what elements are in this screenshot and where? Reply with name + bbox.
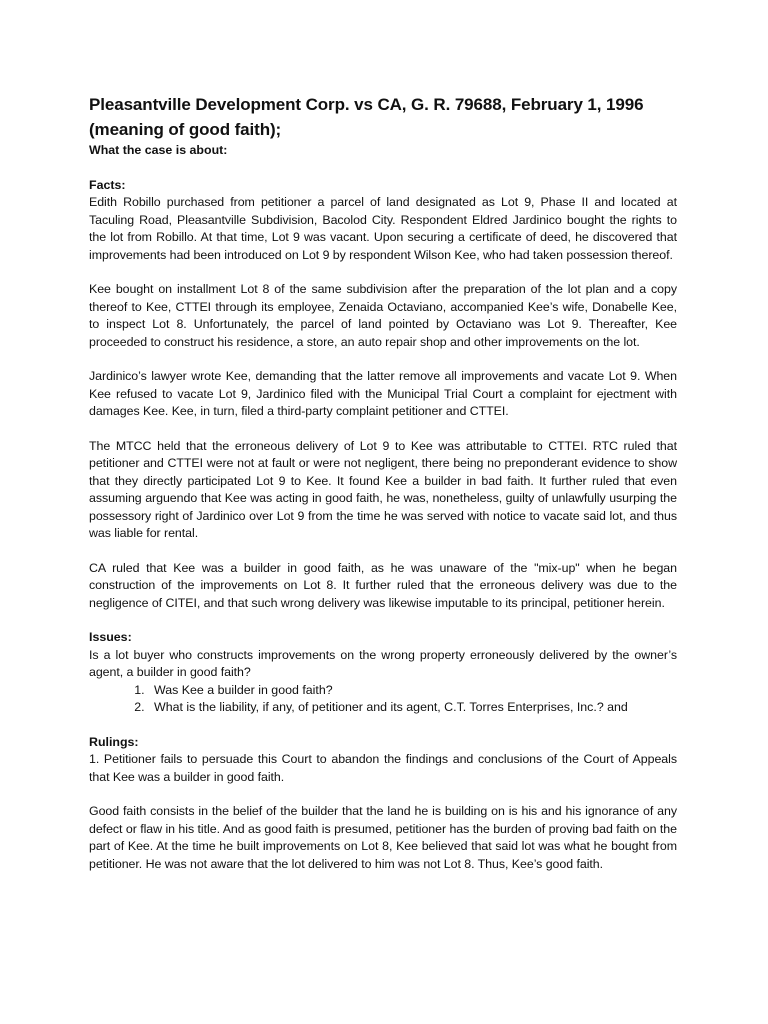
facts-heading: Facts:: [89, 177, 126, 192]
document-title: Pleasantville Development Corp. vs CA, G. R. 79688, February 1, 1996 (meaning of good faith);: [89, 95, 644, 139]
issues-heading: Issues:: [89, 630, 132, 644]
spacer: [89, 612, 677, 629]
issues-intro: Is a lot buyer who constructs improvements on the wrong property erroneously delivered by the owner’s agent, a builder in good faith?: [89, 647, 677, 679]
spacer: [89, 264, 677, 281]
facts-paragraph: The MTCC held that the erroneous delivery of Lot 9 to Kee was attributable to CTTEI. RTC ruled that petitioner and CTTEI were not at fault or were not negligent, there being no preponderant evidence to show that they directly participated Lot 9 to Kee. It found Kee a builder in bad faith. It further ruled that even assuming arguendo that Kee was acting in good faith, he was, nonetheless, guilty of unlawfully usurping the possessory right of Jardinico over Lot 9 from the time he was served with notice to vacate said lot, and thus was liable for rental.: [89, 438, 677, 540]
spacer: [89, 421, 677, 438]
spacer: [89, 786, 677, 803]
spacer: [89, 543, 677, 560]
facts-paragraph: CA ruled that Kee was a builder in good faith, as he was unaware of the "mix-up" when he began construction of the improvements on Lot 8. It further ruled that the erroneous delivery was due to the negligence of CITEI, and that such wrong delivery was likewise imputable to its principal, petitioner herein.: [89, 560, 677, 610]
list-item: 1. Was Kee a builder in good faith?: [148, 682, 677, 700]
rulings-heading: Rulings:: [89, 734, 139, 749]
issues-list: [89, 682, 677, 717]
facts-paragraph: Jardinico’s lawyer wrote Kee, demanding that the latter remove all improvements and vacate Lot 9. When Kee refused to vacate Lot 9, Jardinico filed with the Municipal Trial Court a complaint for ejectment with damages Kee. Kee, in turn, filed a third-party complaint petitioner and CTTEI.: [89, 369, 677, 418]
spacer: [89, 160, 677, 177]
rulings-paragraph: 1. Petitioner fails to persuade this Court to abandon the findings and conclusions of the Court of Appeals that Kee was a builder in good faith.: [89, 752, 677, 784]
case-summary-label: What the case is about:: [89, 143, 228, 157]
document-page: [89, 92, 677, 873]
spacer: [89, 351, 677, 368]
list-item: 2. What is the liability, if any, of petitioner and its agent, C.T. Torres Enterprises, Inc.? and: [148, 699, 677, 717]
spacer: [89, 717, 677, 734]
facts-paragraph: Kee bought on installment Lot 8 of the same subdivision after the preparation of the lot plan and a copy thereof to Kee, CTTEI through its employee, Zenaida Octaviano, accompanied Kee’s wife, Donabelle Kee, to inspect Lot 8. Unfortunately, the parcel of land pointed by Octaviano was Lot 9. Thereafter, Kee proceeded to construct his residence, a store, an auto repair shop and other improvements on the lot.: [89, 282, 677, 349]
rulings-paragraph: Good faith consists in the belief of the builder that the land he is building on is his and his ignorance of any defect or flaw in his title. And as good faith is presumed, petitioner has the burden of proving bad faith on the part of Kee. At the time he built improvements on Lot 8, Kee believed that said lot was what he bought from petitioner. He was not aware that the lot delivered to him was not Lot 8. Thus, Kee’s good faith.: [89, 804, 677, 871]
facts-paragraph: Edith Robillo purchased from petitioner a parcel of land designated as Lot 9, Phase II and located at Taculing Road, Pleasantville Subdivision, Bacolod City. Respondent Eldred Jardinico bought the rights to the lot from Robillo. At that time, Lot 9 was vacant. Upon securing a certificate of deed, he discovered that improvements had been introduced on Lot 9 by respondent Wilson Kee, who had taken possession thereof.: [89, 195, 677, 262]
